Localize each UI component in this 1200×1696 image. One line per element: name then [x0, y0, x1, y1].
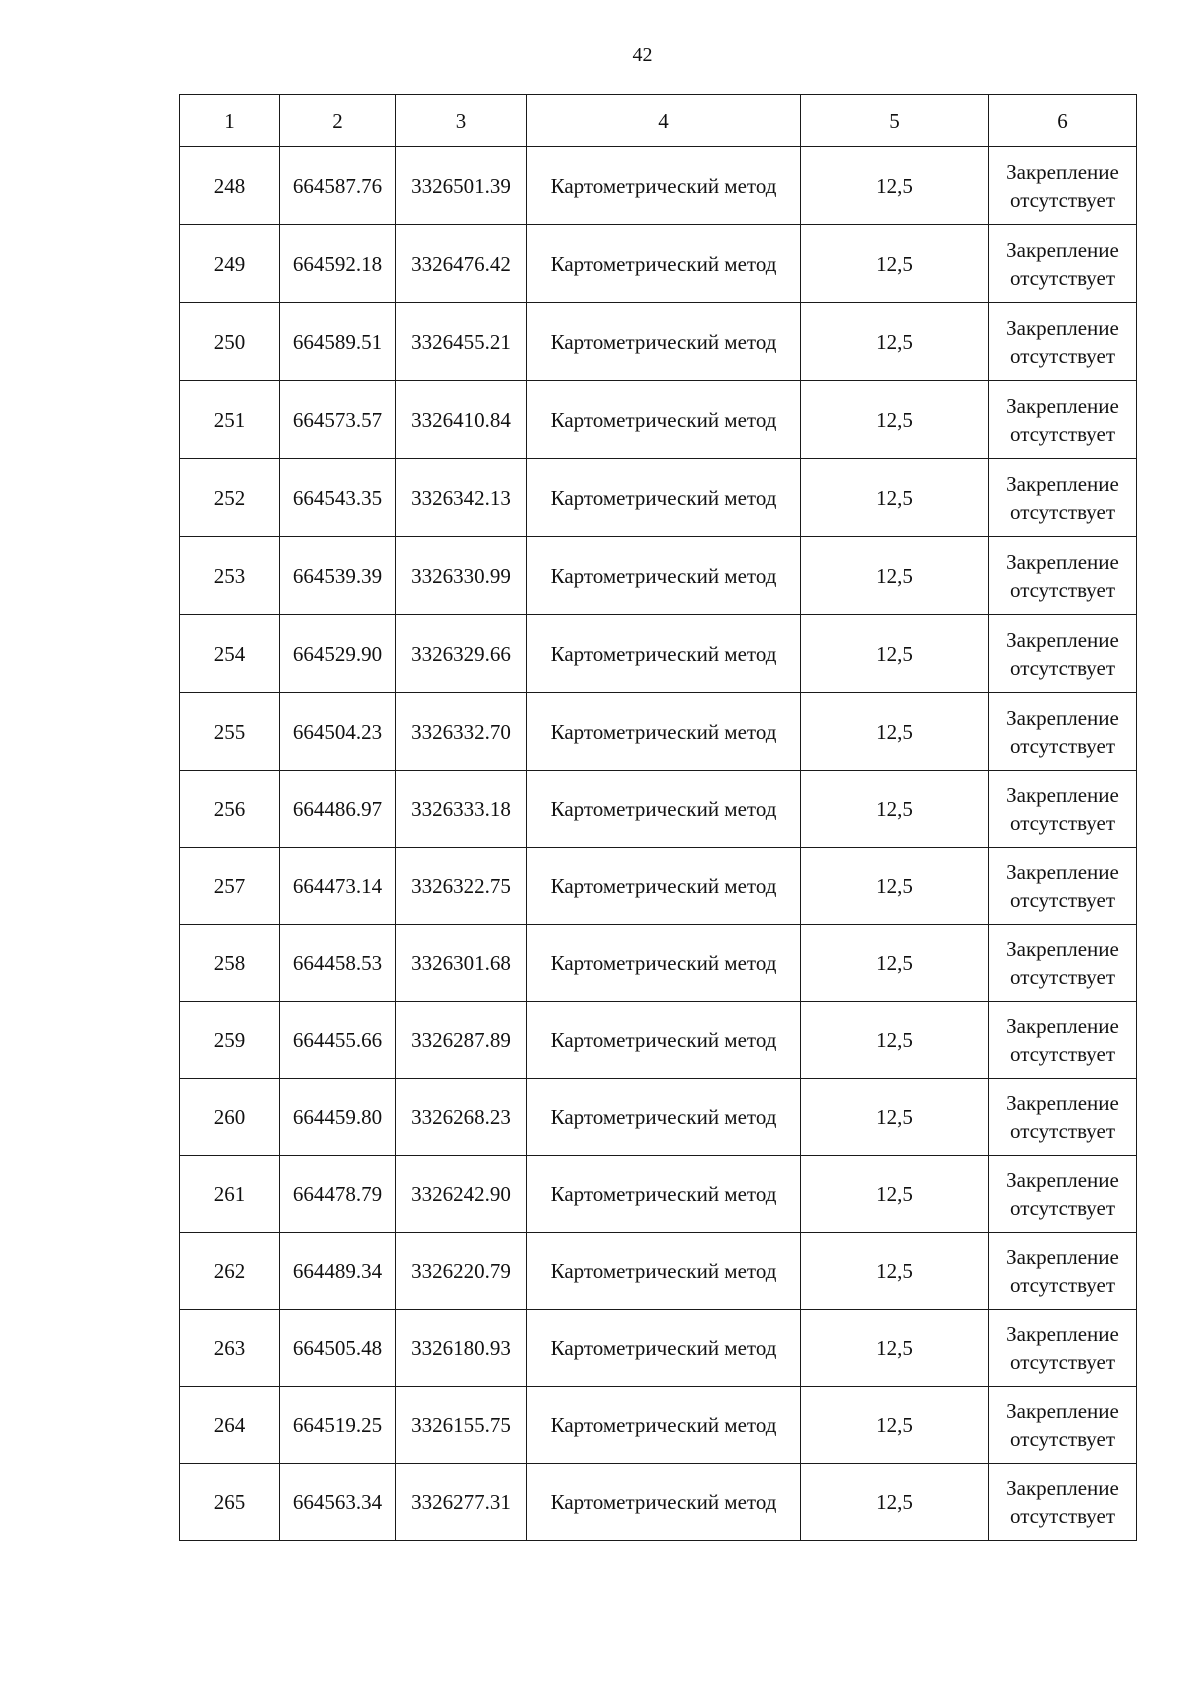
fixing-cell — [989, 771, 1137, 848]
point-number-text: 252 — [213, 485, 246, 510]
x-coordinate-text: 664458.53 — [292, 951, 383, 975]
fixing-text: Закрепление отсутствует — [1006, 1168, 1119, 1220]
point-number-text: 263 — [213, 1336, 246, 1360]
fixing-text: Закрепление отсутствует — [1006, 1091, 1119, 1143]
method-text: Картометрический метод — [550, 1259, 777, 1283]
accuracy-text: 12,5 — [876, 1336, 913, 1360]
accuracy-cell — [801, 537, 989, 615]
page-number: 42 — [632, 44, 653, 66]
y-coordinate-text: 3326301.68 — [411, 951, 511, 975]
y-coordinate-text: 3326220.79 — [411, 1259, 511, 1283]
method-text: Картометрический метод — [550, 563, 777, 588]
y-coordinate-cell — [396, 771, 527, 848]
y-coordinate-cell — [396, 303, 527, 381]
fixing-cell — [989, 225, 1137, 303]
y-coordinate-text: 3326268.23 — [411, 1105, 511, 1129]
x-coordinate-text: 664587.76 — [292, 173, 383, 198]
fixing-cell — [989, 1233, 1137, 1310]
header-cell-3: 3 — [396, 95, 527, 147]
accuracy-cell — [801, 147, 989, 225]
method-cell — [527, 771, 801, 848]
point-number-text: 258 — [213, 951, 246, 975]
accuracy-text: 12,5 — [876, 1413, 913, 1437]
accuracy-text: 12,5 — [876, 407, 913, 432]
accuracy-cell — [801, 1464, 989, 1541]
x-coordinate-text: 664539.39 — [292, 563, 383, 588]
accuracy-cell — [801, 1079, 989, 1156]
method-text: Картометрический метод — [550, 1413, 777, 1437]
point-number-text: 254 — [213, 641, 246, 666]
method-cell — [527, 303, 801, 381]
fixing-cell — [989, 925, 1137, 1002]
method-cell — [527, 147, 801, 225]
method-text: Картометрический метод — [550, 719, 777, 744]
method-cell — [527, 1079, 801, 1156]
point-number-text: 257 — [213, 874, 246, 898]
fixing-cell — [989, 303, 1137, 381]
y-coordinate-cell — [396, 147, 527, 225]
y-coordinate-text: 3326410.84 — [411, 407, 511, 432]
accuracy-cell — [801, 1387, 989, 1464]
method-text: Картометрический метод — [550, 407, 777, 432]
x-coordinate-text: 664486.97 — [292, 797, 383, 821]
accuracy-cell — [801, 225, 989, 303]
accuracy-text: 12,5 — [876, 874, 913, 898]
x-coordinate-cell — [280, 693, 396, 771]
x-coordinate-text: 664504.23 — [292, 719, 383, 744]
method-text: Картометрический метод — [550, 251, 777, 276]
y-coordinate-cell — [396, 1233, 527, 1310]
point-number-cell — [180, 1079, 280, 1156]
table-row — [180, 147, 1137, 225]
fixing-text: Закрепление отсутствует — [1006, 937, 1119, 989]
table-row — [180, 1310, 1137, 1387]
table-row — [180, 925, 1137, 1002]
point-number-text: 265 — [213, 1490, 246, 1514]
table-row — [180, 1156, 1137, 1233]
x-coordinate-text: 664478.79 — [292, 1182, 383, 1206]
y-coordinate-cell — [396, 225, 527, 303]
accuracy-text: 12,5 — [876, 173, 913, 198]
fixing-text: Закрепление отсутствует — [1006, 315, 1119, 368]
x-coordinate-cell — [280, 1464, 396, 1541]
method-text: Картометрический метод — [550, 797, 777, 821]
coordinates-table — [179, 94, 1137, 1541]
y-coordinate-text: 3326333.18 — [411, 797, 511, 821]
accuracy-text: 12,5 — [876, 1028, 913, 1052]
x-coordinate-cell — [280, 1156, 396, 1233]
x-coordinate-text: 664455.66 — [292, 1028, 383, 1052]
x-coordinate-cell — [280, 925, 396, 1002]
x-coordinate-cell — [280, 1310, 396, 1387]
fixing-cell — [989, 459, 1137, 537]
accuracy-text: 12,5 — [876, 251, 913, 276]
fixing-cell — [989, 1464, 1137, 1541]
point-number-cell — [180, 615, 280, 693]
header-cell-5: 5 — [801, 95, 989, 147]
point-number-text: 259 — [213, 1028, 246, 1052]
point-number-text: 255 — [213, 719, 246, 744]
method-cell — [527, 225, 801, 303]
point-number-cell — [180, 771, 280, 848]
fixing-text: Закрепление отсутствует — [1006, 1245, 1119, 1297]
point-number-text: 256 — [213, 797, 246, 821]
method-text: Картометрический метод — [550, 1105, 777, 1129]
table-row — [180, 381, 1137, 459]
point-number-cell — [180, 459, 280, 537]
x-coordinate-text: 664563.34 — [292, 1490, 383, 1514]
point-number-cell — [180, 1310, 280, 1387]
method-cell — [527, 1156, 801, 1233]
y-coordinate-text: 3326180.93 — [411, 1336, 511, 1360]
table-row — [180, 615, 1137, 693]
method-cell — [527, 615, 801, 693]
method-cell — [527, 1310, 801, 1387]
accuracy-cell — [801, 848, 989, 925]
table-row — [180, 848, 1137, 925]
y-coordinate-cell — [396, 381, 527, 459]
y-coordinate-text: 3326155.75 — [411, 1413, 511, 1437]
x-coordinate-text: 664529.90 — [292, 641, 383, 666]
method-text: Картометрический метод — [550, 951, 777, 975]
x-coordinate-cell — [280, 147, 396, 225]
x-coordinate-cell — [280, 848, 396, 925]
x-coordinate-text: 664489.34 — [292, 1259, 383, 1283]
x-coordinate-text: 664473.14 — [292, 874, 383, 898]
fixing-text: Закрепление отсутствует — [1006, 1014, 1119, 1066]
fixing-text: Закрепление отсутствует — [1006, 783, 1119, 835]
table-row — [180, 693, 1137, 771]
x-coordinate-cell — [280, 1079, 396, 1156]
method-cell — [527, 848, 801, 925]
y-coordinate-cell — [396, 848, 527, 925]
x-coordinate-cell — [280, 225, 396, 303]
point-number-text: 251 — [213, 407, 246, 432]
point-number-cell — [180, 925, 280, 1002]
fixing-text: Закрепление отсутствует — [1006, 1399, 1119, 1451]
accuracy-cell — [801, 925, 989, 1002]
x-coordinate-cell — [280, 771, 396, 848]
method-text: Картометрический метод — [550, 641, 777, 666]
y-coordinate-cell — [396, 1464, 527, 1541]
fixing-text: Закрепление отсутствует — [1006, 159, 1119, 212]
fixing-cell — [989, 537, 1137, 615]
point-number-text: 264 — [213, 1413, 246, 1437]
point-number-cell — [180, 381, 280, 459]
point-number-text: 248 — [213, 173, 246, 198]
method-text: Картометрический метод — [550, 1028, 777, 1052]
method-cell — [527, 537, 801, 615]
x-coordinate-cell — [280, 1387, 396, 1464]
table-row — [180, 459, 1137, 537]
y-coordinate-text: 3326501.39 — [411, 173, 511, 198]
x-coordinate-text: 664589.51 — [292, 329, 383, 354]
accuracy-text: 12,5 — [876, 641, 913, 666]
y-coordinate-cell — [396, 1310, 527, 1387]
fixing-cell — [989, 1079, 1137, 1156]
point-number-cell — [180, 1156, 280, 1233]
fixing-cell — [989, 693, 1137, 771]
x-coordinate-cell — [280, 381, 396, 459]
header-cell-1: 1 — [180, 95, 280, 147]
method-cell — [527, 1464, 801, 1541]
accuracy-text: 12,5 — [876, 1182, 913, 1206]
point-number-cell — [180, 693, 280, 771]
y-coordinate-cell — [396, 693, 527, 771]
method-cell — [527, 693, 801, 771]
method-text: Картометрический метод — [550, 329, 777, 354]
point-number-text: 260 — [213, 1105, 246, 1129]
fixing-cell — [989, 1310, 1137, 1387]
accuracy-text: 12,5 — [876, 485, 913, 510]
x-coordinate-cell — [280, 303, 396, 381]
point-number-text: 253 — [213, 563, 246, 588]
point-number-cell — [180, 537, 280, 615]
x-coordinate-text: 664543.35 — [292, 485, 383, 510]
fixing-cell — [989, 147, 1137, 225]
accuracy-cell — [801, 1002, 989, 1079]
header-cell-4: 4 — [527, 95, 801, 147]
y-coordinate-text: 3326322.75 — [411, 874, 511, 898]
accuracy-cell — [801, 459, 989, 537]
fixing-cell — [989, 615, 1137, 693]
y-coordinate-cell — [396, 1079, 527, 1156]
fixing-text: Закрепление отсутствует — [1006, 549, 1119, 602]
x-coordinate-cell — [280, 1002, 396, 1079]
point-number-text: 249 — [213, 251, 246, 276]
y-coordinate-cell — [396, 615, 527, 693]
fixing-text: Закрепление отсутствует — [1006, 705, 1119, 758]
fixing-text: Закрепление отсутствует — [1006, 471, 1119, 524]
y-coordinate-cell — [396, 459, 527, 537]
y-coordinate-text: 3326242.90 — [411, 1182, 511, 1206]
fixing-text: Закрепление отсутствует — [1006, 860, 1119, 912]
method-cell — [527, 459, 801, 537]
accuracy-cell — [801, 381, 989, 459]
y-coordinate-text: 3326329.66 — [411, 641, 511, 666]
table-row — [180, 303, 1137, 381]
y-coordinate-cell — [396, 1156, 527, 1233]
accuracy-cell — [801, 1310, 989, 1387]
point-number-cell — [180, 848, 280, 925]
y-coordinate-cell — [396, 537, 527, 615]
point-number-text: 261 — [213, 1182, 246, 1206]
fixing-text: Закрепление отсутствует — [1006, 1322, 1119, 1374]
accuracy-text: 12,5 — [876, 1259, 913, 1283]
method-cell — [527, 925, 801, 1002]
accuracy-cell — [801, 693, 989, 771]
accuracy-cell — [801, 615, 989, 693]
fixing-cell — [989, 381, 1137, 459]
x-coordinate-cell — [280, 1233, 396, 1310]
header-row — [180, 95, 1137, 147]
y-coordinate-text: 3326277.31 — [411, 1490, 511, 1514]
y-coordinate-text: 3326342.13 — [411, 485, 511, 510]
method-text: Картометрический метод — [550, 1490, 777, 1514]
accuracy-cell — [801, 303, 989, 381]
table-row — [180, 1079, 1137, 1156]
table-row — [180, 1002, 1137, 1079]
y-coordinate-text: 3326332.70 — [411, 719, 511, 744]
y-coordinate-text: 3326287.89 — [411, 1028, 511, 1052]
method-text: Картометрический метод — [550, 1336, 777, 1360]
header-cell-6: 6 — [989, 95, 1137, 147]
point-number-cell — [180, 1464, 280, 1541]
table-row — [180, 537, 1137, 615]
method-cell — [527, 1002, 801, 1079]
accuracy-text: 12,5 — [876, 1105, 913, 1129]
x-coordinate-text: 664592.18 — [292, 251, 383, 276]
table-row — [180, 771, 1137, 848]
y-coordinate-text: 3326330.99 — [411, 563, 511, 588]
y-coordinate-text: 3326476.42 — [411, 251, 511, 276]
point-number-text: 262 — [213, 1259, 246, 1283]
table-row — [180, 225, 1137, 303]
fixing-cell — [989, 848, 1137, 925]
table-row — [180, 1233, 1137, 1310]
fixing-text: Закрепление отсутствует — [1006, 393, 1119, 446]
method-cell — [527, 1387, 801, 1464]
x-coordinate-text: 664505.48 — [292, 1336, 383, 1360]
fixing-text: Закрепление отсутствует — [1006, 1476, 1119, 1528]
accuracy-cell — [801, 1156, 989, 1233]
x-coordinate-cell — [280, 615, 396, 693]
x-coordinate-text: 664519.25 — [292, 1413, 383, 1437]
point-number-cell — [180, 225, 280, 303]
x-coordinate-cell — [280, 459, 396, 537]
table-row — [180, 1387, 1137, 1464]
y-coordinate-cell — [396, 1002, 527, 1079]
point-number-text: 250 — [213, 329, 246, 354]
x-coordinate-text: 664459.80 — [292, 1105, 383, 1129]
fixing-text: Закрепление отсутствует — [1006, 627, 1119, 680]
accuracy-cell — [801, 1233, 989, 1310]
y-coordinate-text: 3326455.21 — [411, 329, 511, 354]
point-number-cell — [180, 147, 280, 225]
table-row — [180, 1464, 1137, 1541]
method-text: Картометрический метод — [550, 874, 777, 898]
method-cell — [527, 1233, 801, 1310]
fixing-cell — [989, 1387, 1137, 1464]
accuracy-text: 12,5 — [876, 951, 913, 975]
method-text: Картометрический метод — [550, 485, 777, 510]
fixing-text: Закрепление отсутствует — [1006, 237, 1119, 290]
method-cell — [527, 381, 801, 459]
x-coordinate-text: 664573.57 — [292, 407, 383, 432]
point-number-cell — [180, 1002, 280, 1079]
y-coordinate-cell — [396, 925, 527, 1002]
fixing-cell — [989, 1002, 1137, 1079]
accuracy-text: 12,5 — [876, 329, 913, 354]
point-number-cell — [180, 1387, 280, 1464]
y-coordinate-cell — [396, 1387, 527, 1464]
table-header — [180, 95, 1137, 147]
method-text: Картометрический метод — [550, 173, 777, 198]
accuracy-text: 12,5 — [876, 719, 913, 744]
table-body — [180, 147, 1137, 1541]
accuracy-text: 12,5 — [876, 563, 913, 588]
header-cell-2: 2 — [280, 95, 396, 147]
point-number-cell — [180, 1233, 280, 1310]
method-text: Картометрический метод — [550, 1182, 777, 1206]
accuracy-cell — [801, 771, 989, 848]
accuracy-text: 12,5 — [876, 1490, 913, 1514]
accuracy-text: 12,5 — [876, 797, 913, 821]
fixing-cell — [989, 1156, 1137, 1233]
x-coordinate-cell — [280, 537, 396, 615]
point-number-cell — [180, 303, 280, 381]
